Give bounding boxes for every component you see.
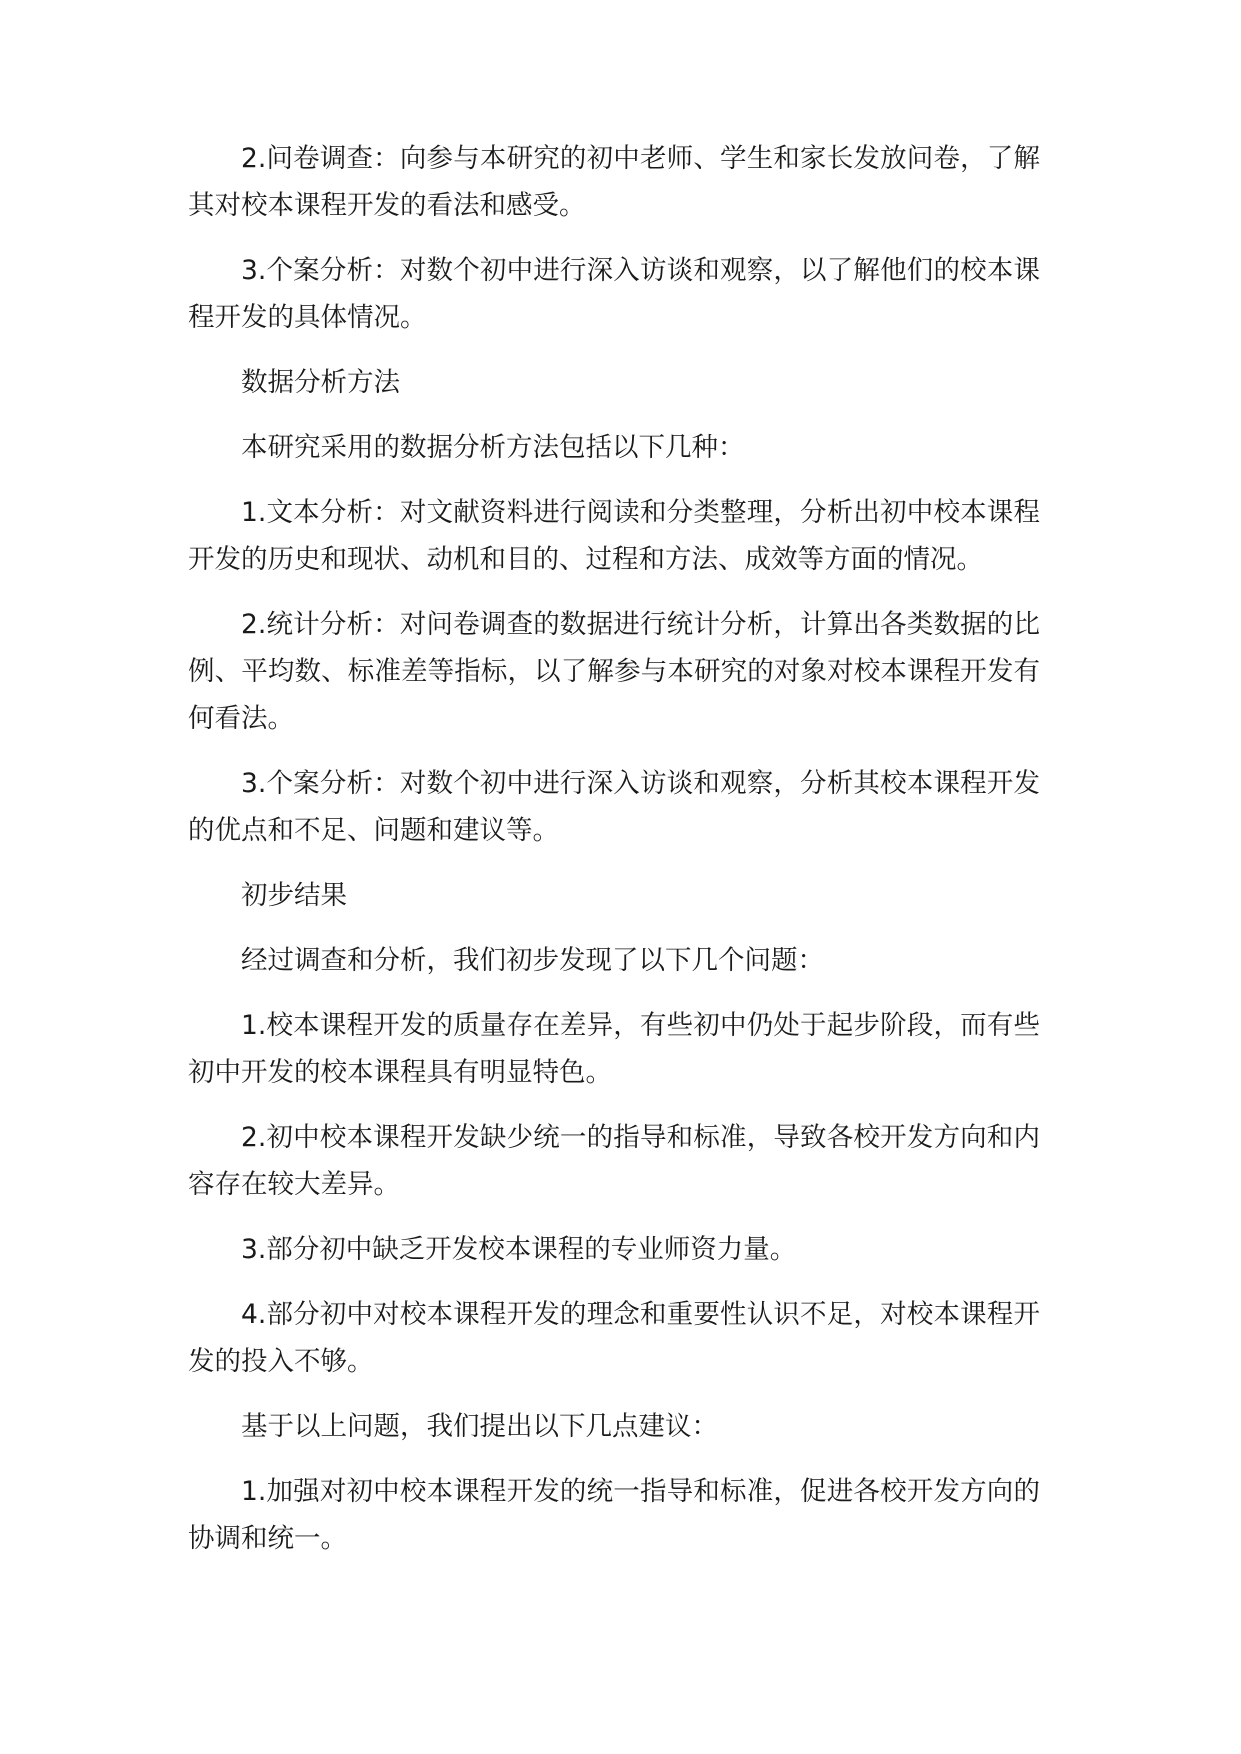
document-page: [188, 135, 1040, 1580]
section-heading-data-analysis: 数据分析方法: [241, 367, 400, 398]
paragraph-questionnaire: 2.问卷调查：向参与本研究的初中老师、学生和家长发放问卷，了解其对校本课程开发的看法和感受。: [188, 143, 1040, 221]
paragraph-issue-2: 2.初中校本课程开发缺少统一的指导和标准，导致各校开发方向和内容存在较大差异。: [188, 1122, 1040, 1200]
paragraph-statistical-analysis: 2.统计分析：对问卷调查的数据进行统计分析，计算出各类数据的比例、平均数、标准差等指标，以了解参与本研究的对象对校本课程开发有何看法。: [188, 609, 1040, 734]
paragraph-issue-3: 3.部分初中缺乏开发校本课程的专业师资力量。: [241, 1234, 797, 1265]
paragraph-suggestions-intro: 基于以上问题，我们提出以下几点建议：: [241, 1411, 718, 1442]
paragraph-analysis-intro: 本研究采用的数据分析方法包括以下几种：: [241, 432, 745, 463]
paragraph-case-study: 3.个案分析：对数个初中进行深入访谈和观察，以了解他们的校本课程开发的具体情况。: [188, 255, 1040, 333]
paragraph-case-analysis: 3.个案分析：对数个初中进行深入访谈和观察，分析其校本课程开发的优点和不足、问题和建议等。: [188, 768, 1040, 846]
paragraph-suggestion-1: 1.加强对初中校本课程开发的统一指导和标准，促进各校开发方向的协调和统一。: [188, 1476, 1040, 1554]
paragraph-issue-1: 1.校本课程开发的质量存在差异，有些初中仍处于起步阶段，而有些初中开发的校本课程具有明显特色。: [188, 1010, 1040, 1088]
paragraph-issue-4: 4.部分初中对校本课程开发的理念和重要性认识不足，对校本课程开发的投入不够。: [188, 1299, 1040, 1377]
paragraph-text-analysis: 1.文本分析：对文献资料进行阅读和分类整理，分析出初中校本课程开发的历史和现状、动机和目的、过程和方法、成效等方面的情况。: [188, 497, 1040, 575]
paragraph-results-intro: 经过调查和分析，我们初步发现了以下几个问题：: [241, 945, 824, 976]
section-heading-preliminary-results: 初步结果: [241, 880, 347, 911]
